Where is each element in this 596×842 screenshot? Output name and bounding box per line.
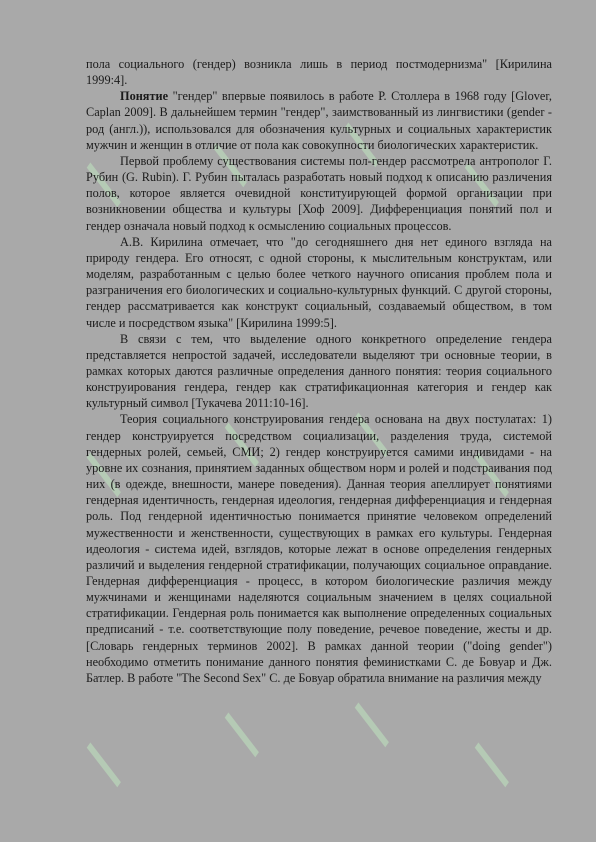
paragraph-kirilina [86, 234, 552, 331]
paragraph-text: Первой проблему существования системы пол-гендер рассмотрела антрополог Г. Рубин (G. Rubin). Г. Рубин пыталась разработать новый подход к описанию различения полов, которое является очевидной конституирующей формой организации при возникновении общества и культуры [Хоф 2009]. Дифференциация понятий пол и гендер означала новый подход к осмыслению социальных процессов. [86, 153, 552, 233]
paragraph-bold-lead: Понятие [120, 89, 169, 104]
paragraph-social-construction [86, 411, 552, 686]
watermark-mark: / [336, 405, 405, 463]
paragraph-three-theories [86, 331, 552, 412]
paragraph-text: пола социального (гендер) возникла лишь в период постмодернизма" [Кирилина 1999:4]. [86, 57, 552, 88]
paragraph-rubin [86, 153, 552, 234]
watermark-mark: / [206, 415, 275, 473]
paragraph-text: "гендер" впервые появилось в работе Р. Столлера в 1968 году [Glover, Caplan 2009]. В дальнейшем термин "гендер", заимствованный из лингвистики (gender - род (англ.)), использовался для обозначения культурных и социальных характеристик мужчин и женщин в отличие от пола как совокупности биологических характеристик. [86, 89, 552, 152]
paragraph-term-definition [86, 88, 552, 153]
watermark-mark: / [68, 735, 137, 793]
paragraph-text: В связи с тем, что выделение одного конкретного определение гендера представляется непростой задачей, исследователи выделяют три основные теории, в рамках которых даются различные определения данного понятия: теория социального конструирования гендера, гендер как стратификационная категория и гендер как культурный символ [Тукачева 2011:10-16]. [86, 331, 552, 411]
watermark-mark: / [68, 445, 137, 503]
watermark-mark: / [326, 115, 395, 173]
paragraph-continuation [86, 56, 552, 88]
watermark-mark: / [68, 155, 137, 213]
watermark-mark: / [336, 695, 405, 753]
paragraph-text: Теория социального конструирования гендера основана на двух постулатах: 1) гендер конструируется посредством социализации, разделения труда, системой гендерных ролей, семьей, СМИ; 2) гендер конструируется самими индивидами - на уровне их сознания, принятием заданных обществом норм и ролей и подстраивания под них (в одежде, внешности, манере поведения). Данная теория апеллирует понятиями гендерная идентичность, гендерная идеология, гендерная дифференциация и гендерная роль. Под гендерной идентичностью понимается принятие человеком определений мужественности и женственности, существующих в рамках его культуры. Гендерная идеология - система идей, взглядов, которые лежат в основе определения гендерных различий и выделения гендерной стратификации, получающих социальное оправдание. Гендерная дифференциация - процесс, в котором биологические различия между мужчинами и женщинами наделяются социальным значением в целях социальной стратификации. Гендерная роль понимается как выполнение определенных социальных предписаний - т.е. соответствующие полу поведение, речевое поведение, жесты и др. [Словарь гендерных терминов 2002]. В рамках данной теории ("doing gender") необходимо отметить понимание данного понятия феминистками С. де Бовуар и Дж. Батлер. В работе "The Second Sex" С. де Бовуар обратила внимание на различия между [86, 412, 552, 685]
watermark-mark: / [206, 705, 275, 763]
watermark-mark: / [194, 135, 263, 193]
watermark-mark: / [456, 445, 525, 503]
watermark-mark: / [456, 735, 525, 793]
document-body [86, 56, 552, 686]
paragraph-text: А.В. Кирилина отмечает, что "до сегодняшнего дня нет единого взгляда на природу гендера. Его относят, с одной стороны, к мыслительным конструктам, или моделям, разработанным с целью более четкого научного описания проблем пола и разграничения его биологических и социально-культурных функций. С другой стороны, гендер рассматривается как конструкт социальный, создаваемый обществом, в том числе и посредством языка" [Кирилина 1999:5]. [86, 234, 552, 330]
watermark-mark: / [446, 155, 515, 213]
